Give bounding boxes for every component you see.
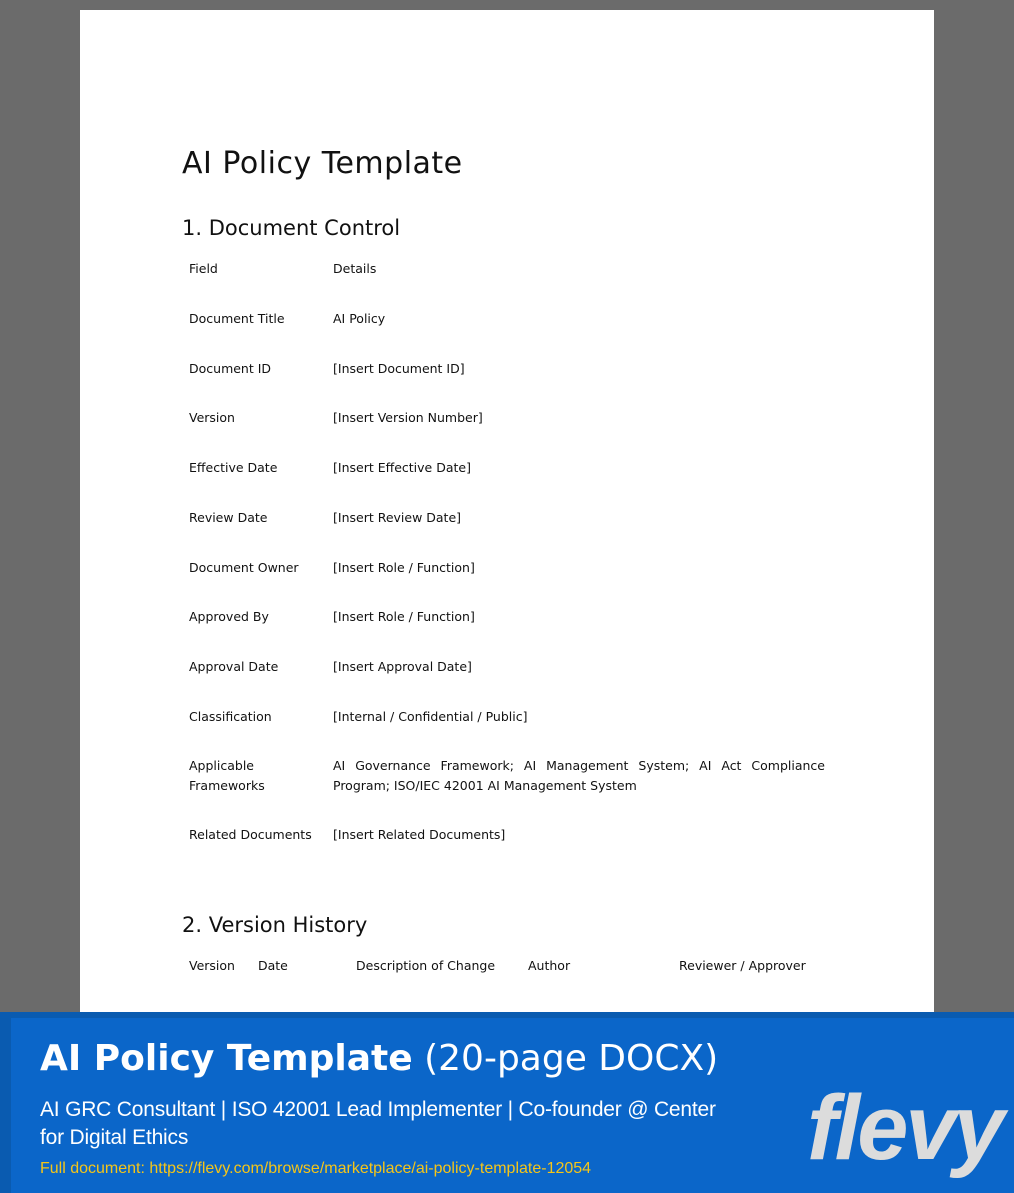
field-cell: Related Documents <box>189 827 312 842</box>
document-title: AI Policy Template <box>182 146 463 181</box>
field-cell: Review Date <box>189 510 268 525</box>
details-cell: [Internal / Confidential / Public] <box>333 709 528 724</box>
section-heading-document-control: 1. Document Control <box>182 216 401 240</box>
column-header-reviewer: Reviewer / Approver <box>679 958 806 973</box>
banner-subtitle: AI GRC Consultant | ISO 42001 Lead Implementer | Co-founder @ Center for Digital Ethics <box>40 1098 716 1149</box>
banner-title-strong: AI Policy Template <box>40 1038 413 1079</box>
details-cell: [Insert Review Date] <box>333 510 462 525</box>
details-cell: [Insert Approval Date] <box>333 659 472 674</box>
details-cell: AI Policy <box>333 311 386 326</box>
details-cell: AI Governance Framework; AI Management System; AI Act Compliance Program; ISO/IEC 42001 AI Management System <box>333 758 825 793</box>
section-heading-version-history: 2. Version History <box>182 913 368 937</box>
banner-panel <box>11 1018 1014 1193</box>
field-cell: Approval Date <box>189 659 279 674</box>
column-header-version: Version <box>189 958 235 973</box>
details-cell: Details <box>333 261 377 276</box>
field-cell: Applicable Frameworks <box>189 758 265 793</box>
details-cell: [Insert Version Number] <box>333 410 483 425</box>
promo-banner <box>0 1012 1014 1193</box>
field-cell: Classification <box>189 709 272 724</box>
details-cell: [Insert Document ID] <box>333 361 465 376</box>
details-cell: [Insert Related Documents] <box>333 827 506 842</box>
details-cell: [Insert Role / Function] <box>333 560 475 575</box>
field-cell: Document Title <box>189 311 285 326</box>
field-cell: Effective Date <box>189 460 278 475</box>
details-cell: [Insert Effective Date] <box>333 460 471 475</box>
column-header-description: Description of Change <box>356 958 496 973</box>
field-cell: Version <box>189 410 235 425</box>
field-cell: Approved By <box>189 609 269 624</box>
details-cell: [Insert Role / Function] <box>333 609 475 624</box>
flevy-logo: flevy <box>807 1077 1002 1179</box>
banner-title <box>40 1038 718 1079</box>
field-cell: Document ID <box>189 361 272 376</box>
column-header-date: Date <box>258 958 288 973</box>
column-header-author: Author <box>528 958 571 973</box>
banner-title-rest: (20-page DOCX) <box>412 1038 719 1079</box>
field-cell: Document Owner <box>189 560 299 575</box>
full-document-link[interactable]: Full document: https://flevy.com/browse/marketplace/ai-policy-template-12054 <box>40 1160 592 1177</box>
field-cell: Field <box>189 261 218 276</box>
document-page <box>80 10 934 1014</box>
